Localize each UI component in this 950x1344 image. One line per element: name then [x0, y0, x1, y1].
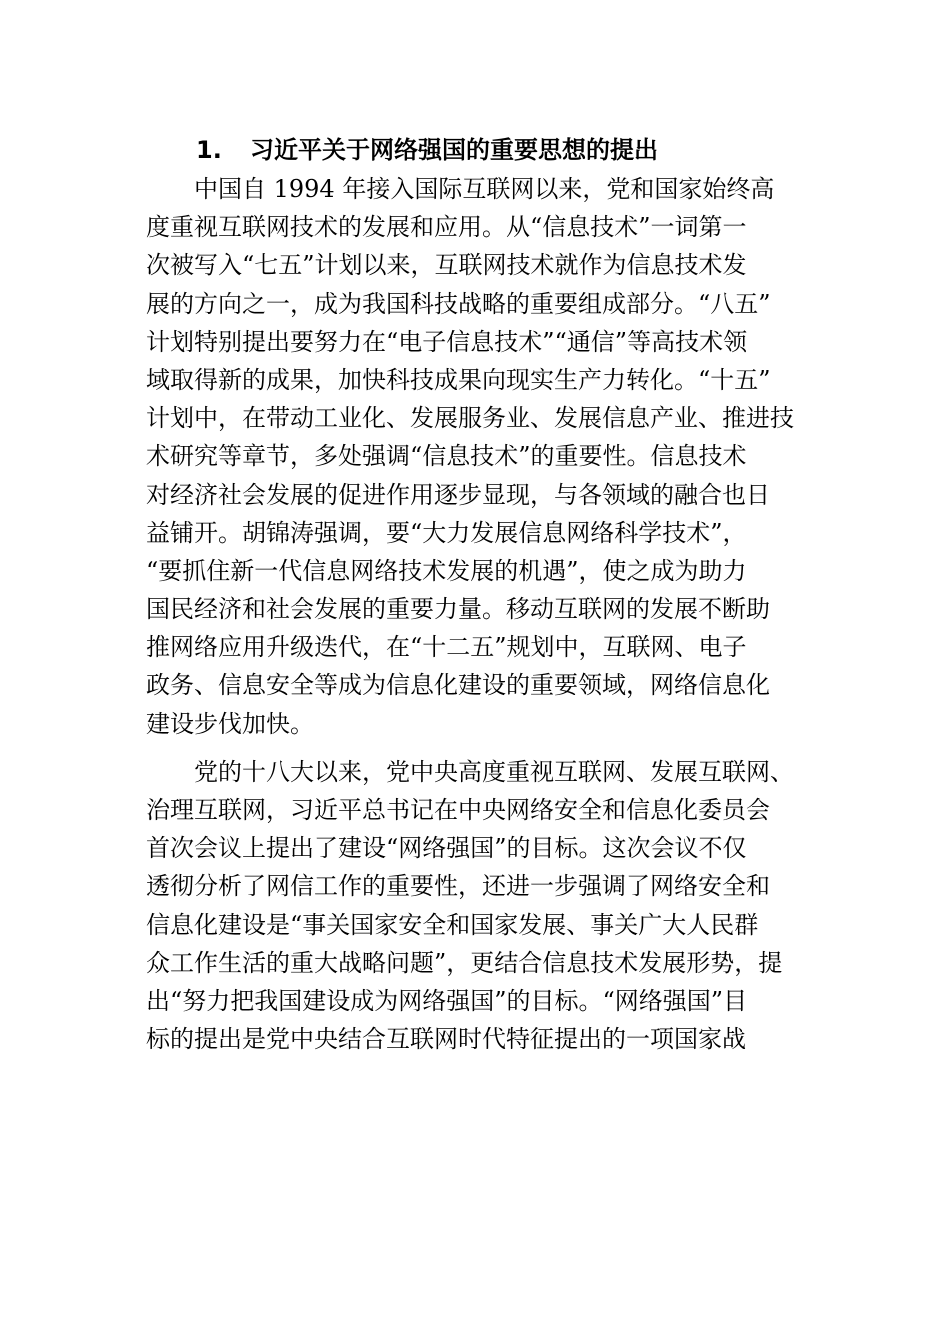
section-number: 1.: [196, 136, 222, 164]
text-line: 次被写入“七五”计划以来，互联网技术就作为信息技术发: [146, 251, 747, 280]
text-line: 计划特别提出要努力在“电子信息技术”“通信”等高技术领: [146, 327, 748, 356]
text-line: 对经济社会发展的促进作用逐步显现，与各领域的融合也日: [146, 480, 770, 509]
text-line: 众工作生活的重大战略问题”，更结合信息技术发展形势，提: [146, 948, 783, 977]
section-title: 习近平关于网络强国的重要思想的提出: [250, 136, 658, 164]
text-line: 党的十八大以来，党中央高度重视互联网、发展互联网、: [194, 757, 794, 786]
text-line: 域取得新的成果，加快科技成果向现实生产力转化。“十五”: [146, 365, 771, 394]
text-line: 展的方向之一，成为我国科技战略的重要组成部分。“八五”: [146, 289, 771, 318]
text-line: 透彻分析了网信工作的重要性，还进一步强调了网络安全和: [146, 872, 770, 901]
text-line: 首次会议上提出了建设“网络强国”的目标。这次会议不仅: [146, 834, 747, 863]
text-line: 术研究等章节，多处强调“信息技术”的重要性。信息技术: [146, 442, 747, 471]
text-line: 建设步伐加快。: [146, 709, 314, 738]
text-line: 推网络应用升级迭代，在“十二五”规划中，互联网、电子: [146, 633, 747, 662]
text-line: 国民经济和社会发展的重要力量。移动互联网的发展不断助: [146, 595, 770, 624]
text-line: 中国自 1994 年接入国际互联网以来，党和国家始终高: [194, 175, 775, 203]
body-text: [146, 170, 808, 1068]
paragraph-1: [146, 170, 808, 743]
text-line: “要抓住新一代信息网络技术发展的机遇”，使之成为助力: [146, 556, 747, 585]
text-line: 出“努力把我国建设成为网络强国”的目标。“网络强国”目: [146, 986, 748, 1015]
text-line: 度重视互联网技术的发展和应用。从“信息技术”一词第一: [146, 213, 747, 242]
text-line: 治理互联网，习近平总书记在中央网络安全和信息化委员会: [146, 796, 770, 824]
paragraph-2: [146, 753, 808, 1059]
text-line: 政务、信息安全等成为信息化建设的重要领域，网络信息化: [146, 671, 770, 700]
text-line: 计划中，在带动工业化、发展服务业、发展信息产业、推进技: [146, 404, 794, 433]
section-heading: [196, 132, 658, 168]
text-line: 信息化建设是“事关国家安全和国家发展、事关广大人民群: [146, 910, 759, 939]
text-line: 益铺开。胡锦涛强调，要“大力发展信息网络科学技术”，: [146, 518, 747, 547]
text-line: 标的提出是党中央结合互联网时代特征提出的一项国家战: [146, 1025, 746, 1054]
